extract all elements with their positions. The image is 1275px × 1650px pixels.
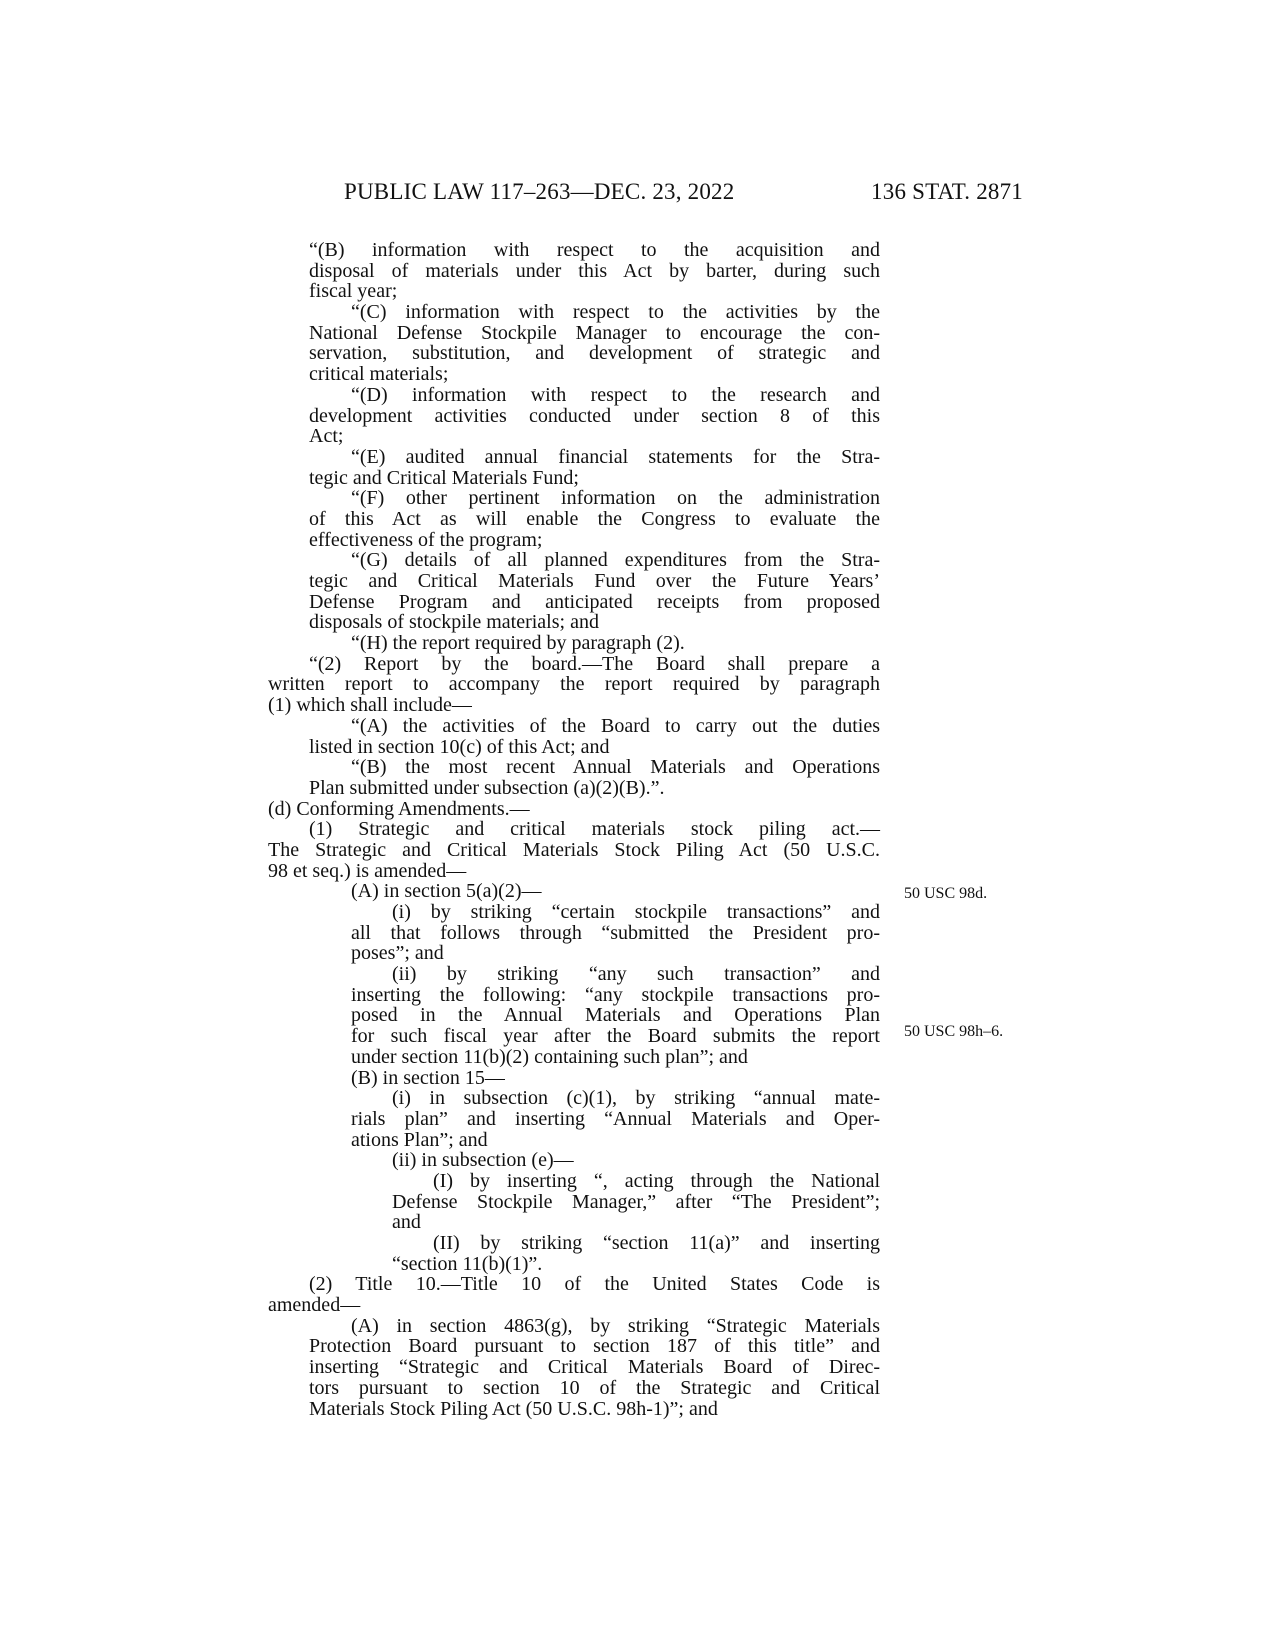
text-line: (I) by inserting “, acting through the National	[433, 1169, 880, 1192]
text-line: servation, substitution, and development of strategic and	[309, 342, 880, 365]
text-line: (d) Conforming Amendments.—	[268, 797, 530, 820]
text-line: “(C) information with respect to the activities by the	[351, 301, 880, 324]
text-line: Defense Program and anticipated receipts from proposed	[309, 590, 880, 613]
text-line	[268, 654, 880, 675]
text-line: ations Plan”; and	[351, 1128, 488, 1151]
text-line: fiscal year;	[309, 280, 398, 303]
text-line: (ii) in subsection (e)—	[392, 1149, 574, 1172]
text-line: The Strategic and Critical Materials Stock Piling Act (50 U.S.C.	[268, 838, 880, 861]
text-line: Act;	[309, 425, 344, 448]
text-line: and	[392, 1211, 421, 1234]
text-line: tegic and Critical Materials Fund;	[309, 466, 579, 489]
text-line: inserting the following: “any stockpile transactions pro-	[351, 983, 880, 1006]
text-line: “(F) other pertinent information on the administration	[351, 487, 880, 510]
text-line: development activities conducted under section 8 of this	[309, 404, 880, 427]
document-body	[268, 240, 880, 1419]
text-line: under section 11(b)(2) containing such plan”; and	[351, 1045, 748, 1068]
text-line: (II) by striking “section 11(a)” and inserting	[433, 1232, 880, 1254]
text-line: listed in section 10(c) of this Act; and	[309, 735, 610, 758]
text-line: “section 11(b)(1)”.	[392, 1252, 543, 1275]
text-line: disposal of materials under this Act by barter, during such	[309, 259, 880, 282]
margin-citation: 50 USC 98h–6.	[904, 1023, 1004, 1040]
text-line: amended—	[268, 1294, 361, 1317]
text-line: (1) which shall include—	[268, 694, 472, 717]
text-line: of this Act as will enable the Congress to evaluate the	[309, 507, 880, 530]
text-line: disposals of stockpile materials; and	[309, 611, 599, 634]
text-line: “(B) information with respect to the acquisition and	[309, 239, 880, 261]
text-line: posed in the Annual Materials and Operations Plan	[351, 1004, 880, 1027]
text-line: “(B) the most recent Annual Materials and Operations	[351, 756, 880, 779]
text-line: Protection Board pursuant to section 187 of this title” and	[309, 1335, 880, 1358]
text-line: (A) in section 5(a)(2)—	[351, 880, 542, 903]
text-line: rials plan” and inserting “Annual Materials and Oper-	[351, 1107, 880, 1130]
text-line: tors pursuant to section 10 of the Strategic and Critical	[309, 1376, 880, 1399]
text-line: National Defense Stockpile Manager to encourage the con-	[309, 321, 880, 344]
text-line: written report to accompany the report required by paragraph	[268, 673, 880, 696]
text-line: effectiveness of the program;	[309, 528, 543, 551]
text-line: poses”; and	[351, 942, 444, 965]
running-head: PUBLIC LAW 117–263—DEC. 23, 2022	[344, 179, 735, 204]
text-line: all that follows through “submitted the President pro-	[351, 921, 880, 944]
text-line: “(E) audited annual financial statements for the Stra-	[351, 445, 880, 468]
text-line: Plan submitted under subsection (a)(2)(B).”.	[309, 776, 665, 799]
text-line: “(D) information with respect to the research and	[351, 383, 880, 406]
text-line: for such fiscal year after the Board submits the report	[351, 1025, 880, 1048]
margin-citation: 50 USC 98d.	[904, 885, 988, 902]
text-line: (1) Strategic and critical materials stock piling act.—	[309, 818, 880, 841]
text-line: inserting “Strategic and Critical Materials Board of Direc-	[309, 1356, 880, 1379]
text-line: tegic and Critical Materials Fund over the Future Years’	[309, 570, 880, 592]
text-line: (ii) by striking “any such transaction” and	[392, 963, 880, 986]
text-line: “(G) details of all planned expenditures from the Stra-	[351, 549, 880, 572]
paragraph-heading: “(2) Report by the board.—The Board shall prepare a	[309, 652, 880, 675]
text-line: (i) by striking “certain stockpile transactions” and	[392, 901, 880, 923]
text-line: 98 et seq.) is amended—	[268, 859, 467, 882]
text-line: Defense Stockpile Manager,” after “The President”;	[392, 1190, 880, 1213]
text-line: “(H) the report required by paragraph (2).	[351, 632, 685, 655]
text-line: (B) in section 15—	[351, 1066, 505, 1089]
page-number: 136 STAT. 2871	[871, 179, 1023, 204]
text-line: “(A) the activities of the Board to carry out the duties	[351, 714, 880, 737]
text-line: (2) Title 10.—Title 10 of the United States Code is	[309, 1273, 880, 1296]
text-line: critical materials;	[309, 363, 449, 386]
text-line: Materials Stock Piling Act (50 U.S.C. 98h-1)”; and	[309, 1397, 718, 1420]
text-line: (i) in subsection (c)(1), by striking “annual mate-	[392, 1087, 880, 1110]
text-line: (A) in section 4863(g), by striking “Strategic Materials	[351, 1314, 880, 1337]
